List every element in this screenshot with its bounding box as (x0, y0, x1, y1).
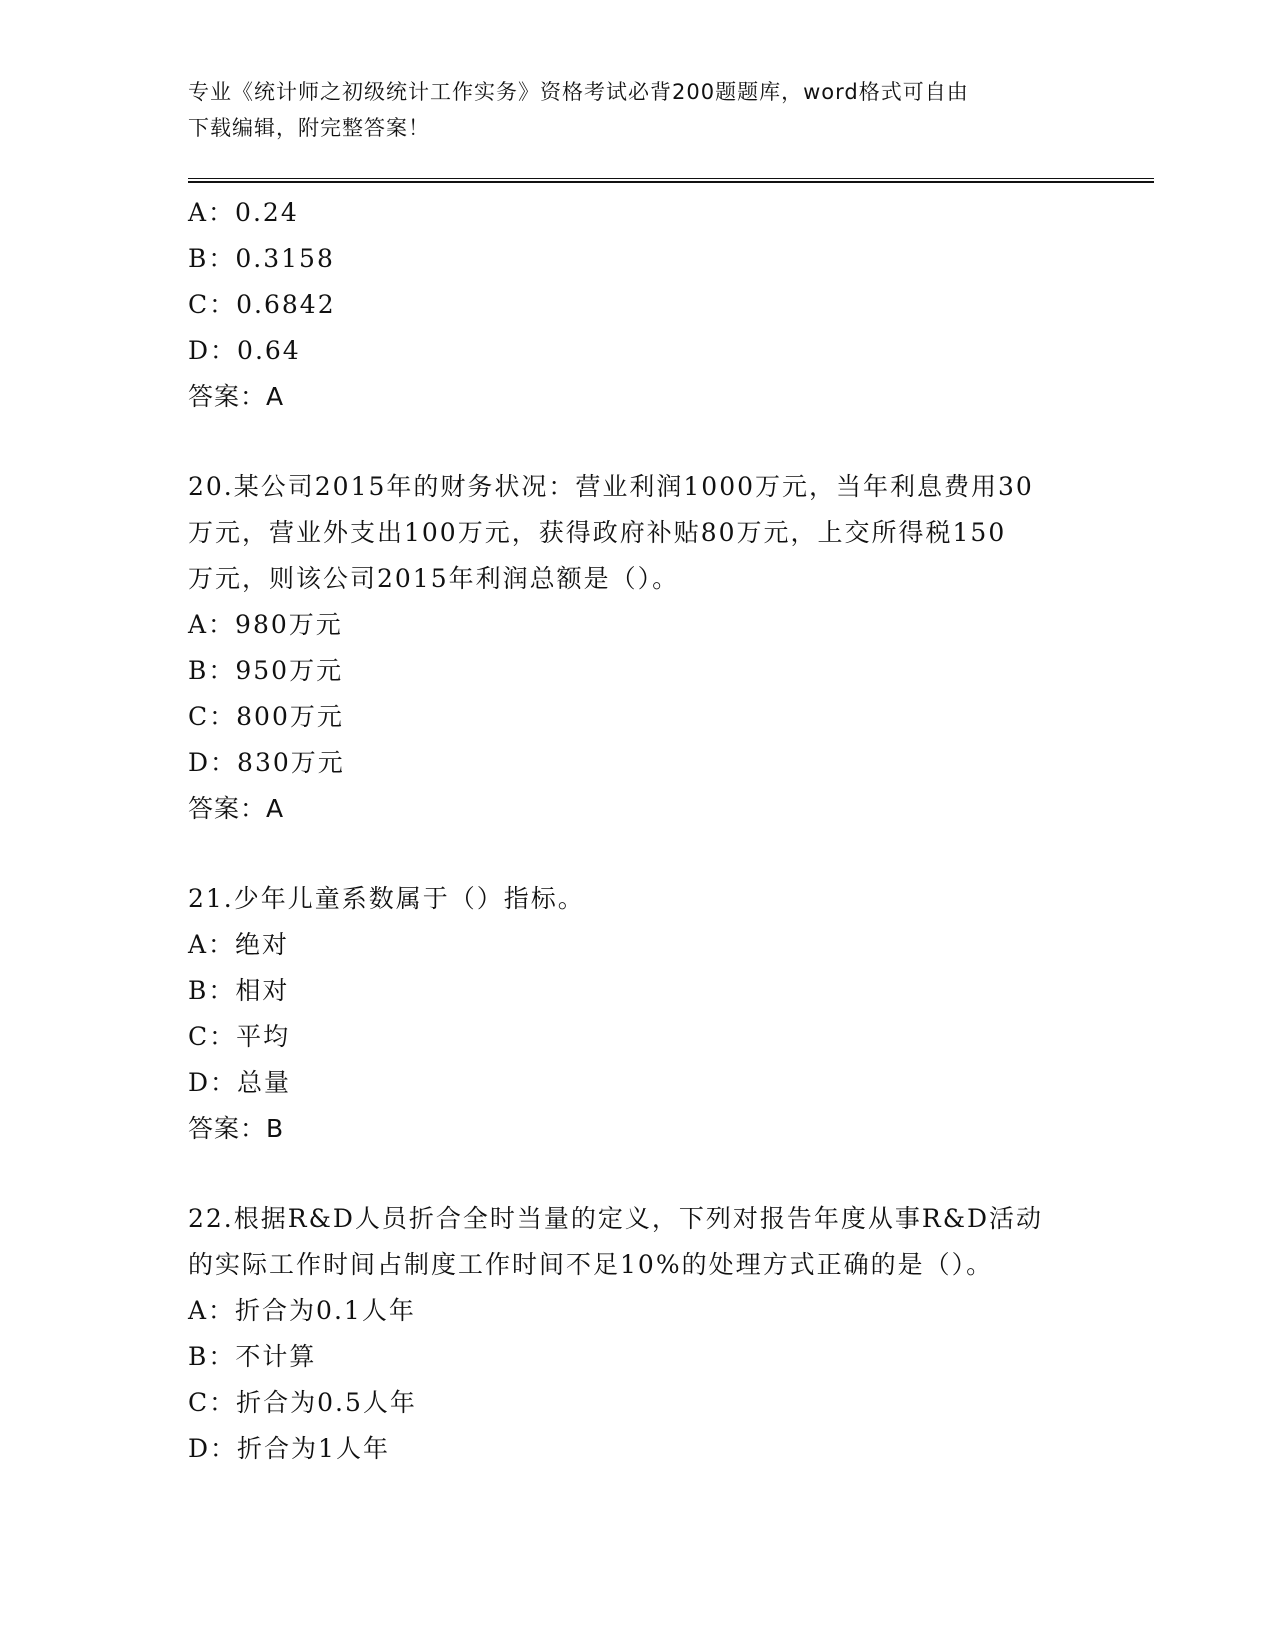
option-b: B：0.3158 (188, 244, 335, 273)
option-c: C：0.6842 (188, 290, 336, 319)
question-text-line: 20.某公司2015年的财务状况：营业利润1000万元，当年利息费用30 (188, 472, 1034, 501)
option-c: C：折合为0.5人年 (188, 1388, 417, 1417)
question-text-line: 万元，则该公司2015年利润总额是（）。 (188, 564, 680, 593)
option-b: B：不计算 (188, 1342, 317, 1371)
answer-line: 答案：A (188, 382, 285, 411)
spacer (188, 1152, 1108, 1196)
header-line-1: 专业《统计师之初级统计工作实务》资格考试必背200题题库，word格式可自由 (188, 80, 969, 104)
question-19-block (188, 190, 1108, 420)
question-21-block (188, 876, 1108, 1152)
option-a: A：0.24 (188, 198, 299, 227)
page-header (188, 74, 1088, 146)
option-d: D：830万元 (188, 748, 345, 777)
spacer (188, 420, 1108, 464)
option-b: B：相对 (188, 976, 290, 1005)
answer-line: 答案：B (188, 1114, 285, 1143)
option-c: C：平均 (188, 1022, 291, 1051)
option-d: D：折合为1人年 (188, 1434, 390, 1463)
option-a: A：绝对 (188, 930, 290, 959)
question-text-line: 的实际工作时间占制度工作时间不足10%的处理方式正确的是（）。 (188, 1250, 994, 1279)
question-text-line: 22.根据R&D人员折合全时当量的定义，下列对报告年度从事R&D活动 (188, 1204, 1044, 1233)
question-22-block (188, 1196, 1108, 1472)
question-text-line: 万元，营业外支出100万元，获得政府补贴80万元，上交所得税150 (188, 518, 1007, 547)
header-line-2: 下载编辑，附完整答案！ (188, 116, 430, 140)
spacer (188, 832, 1108, 876)
option-d: D：0.64 (188, 336, 301, 365)
header-divider (188, 178, 1154, 183)
option-a: A：折合为0.1人年 (188, 1296, 416, 1325)
option-d: D：总量 (188, 1068, 292, 1097)
option-b: B：950万元 (188, 656, 344, 685)
question-text-line: 21.少年儿童系数属于（）指标。 (188, 884, 585, 913)
answer-line: 答案：A (188, 794, 285, 823)
question-20-block (188, 464, 1108, 832)
question-content (188, 190, 1108, 1472)
option-c: C：800万元 (188, 702, 344, 731)
option-a: A：980万元 (188, 610, 343, 639)
